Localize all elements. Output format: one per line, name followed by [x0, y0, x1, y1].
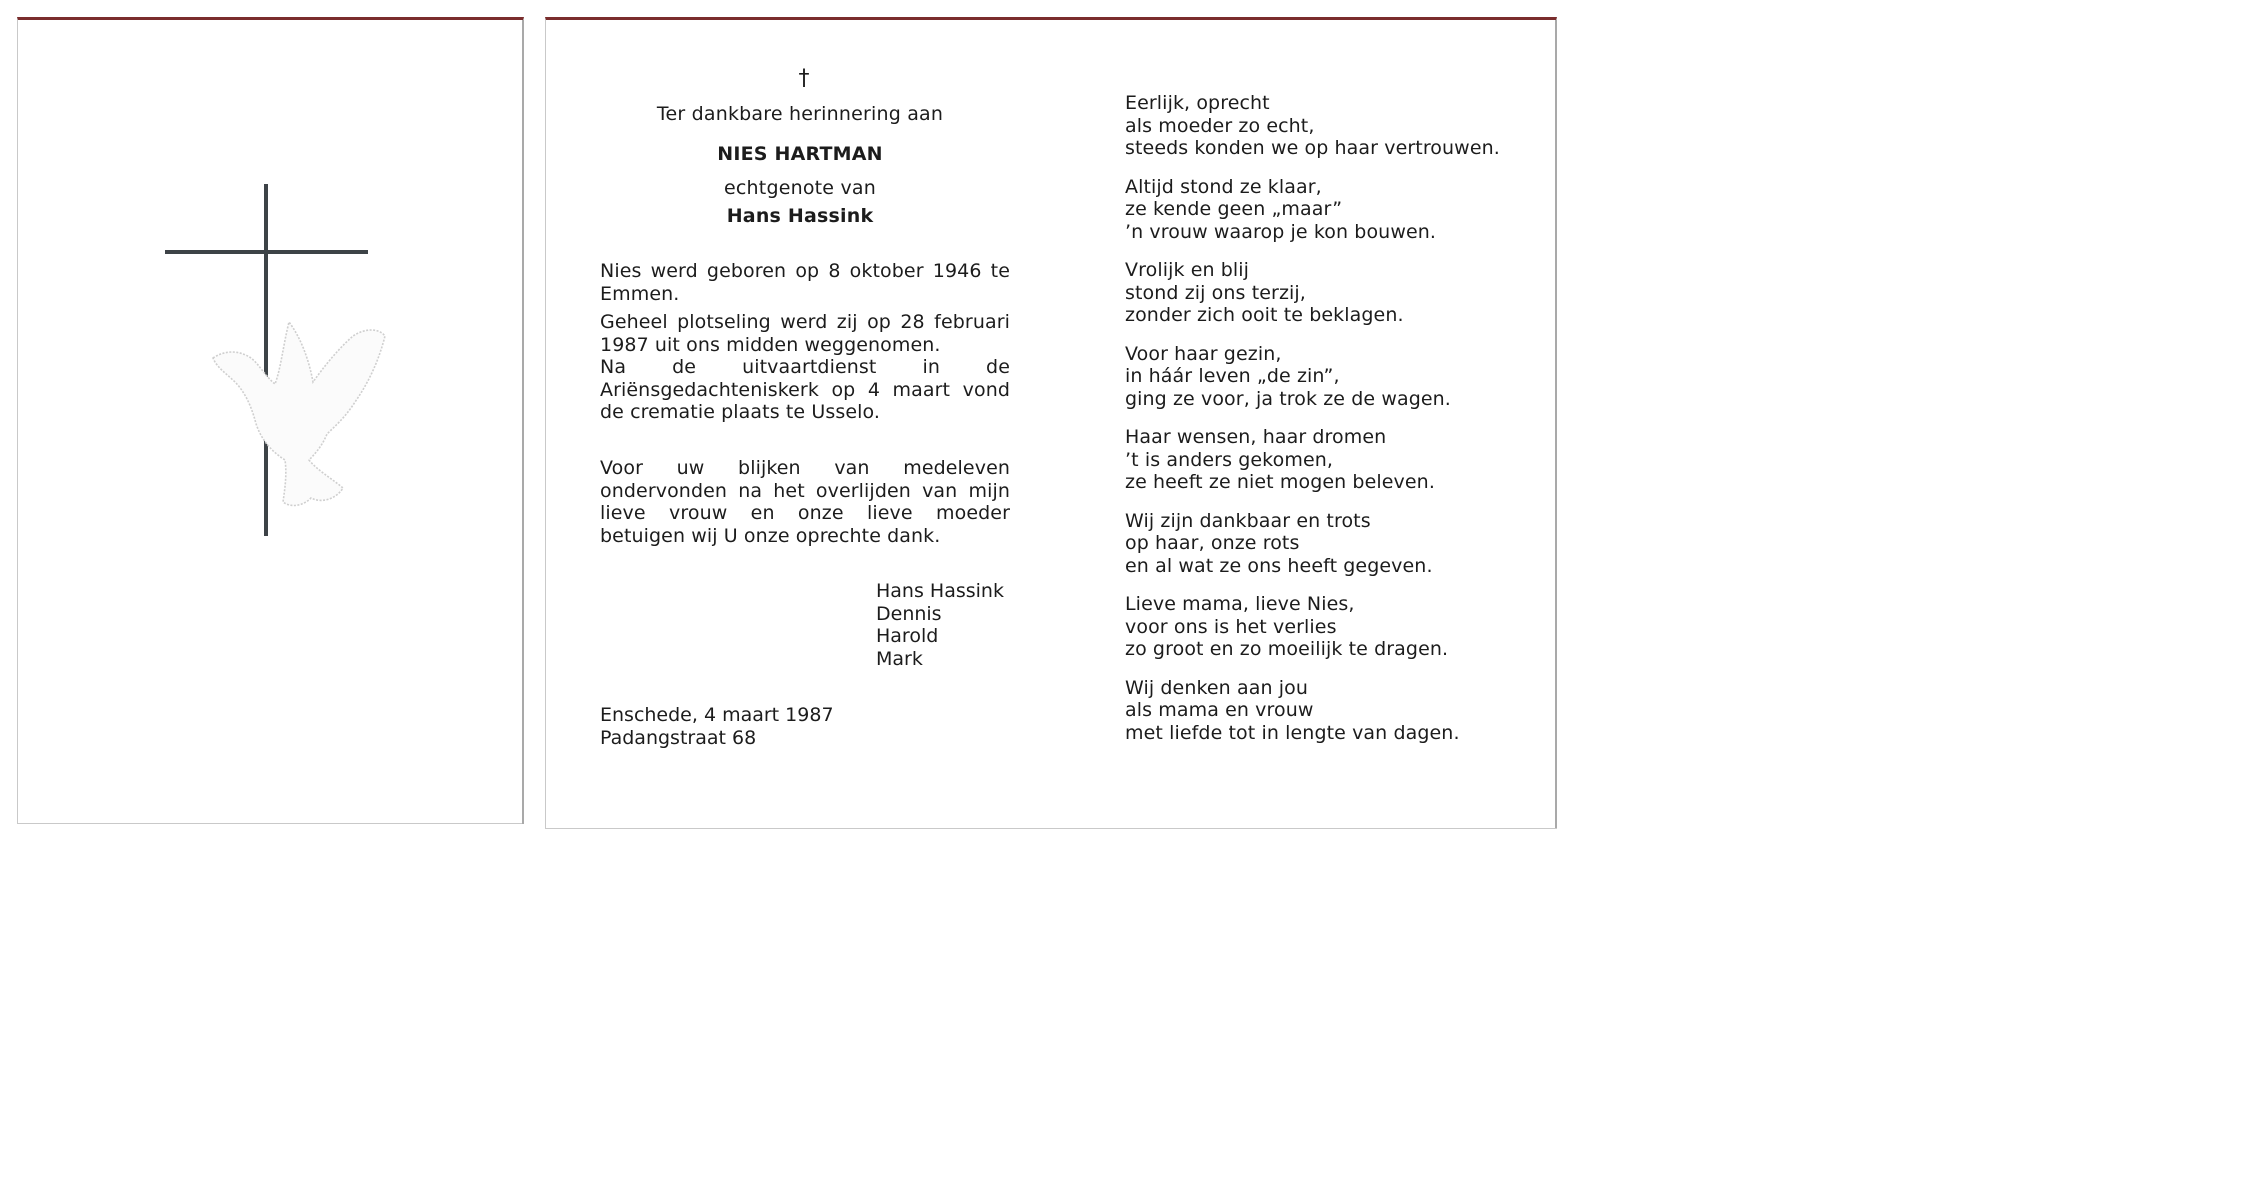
poem-line: Wij zijn dankbaar en trots: [1125, 509, 1371, 532]
poem-line: ze heeft ze niet mogen beleven.: [1125, 471, 1435, 493]
signatories: [876, 580, 1004, 670]
inside-edge-shadow: [1555, 20, 1557, 828]
poem-line: Wij denken aan jou: [1125, 676, 1308, 699]
birth-text: Nies werd geboren op 8 oktober 1946 te Emmen.: [600, 260, 1010, 305]
poem-stanza: [1125, 426, 1500, 494]
relation-line: echtgenote van: [724, 177, 876, 199]
poem-line: Vrolijk en blij: [1125, 259, 1250, 281]
poem-stanza: [1125, 92, 1500, 160]
poem-line: als moeder zo echt,: [1125, 114, 1315, 137]
poem-line: Voor haar gezin,: [1125, 342, 1282, 365]
poem-line: en al wat ze ons heeft gegeven.: [1125, 554, 1433, 577]
poem-stanza: [1125, 677, 1500, 745]
poem-line: op haar, onze rots: [1125, 532, 1300, 554]
thanks-paragraph: [600, 457, 1010, 547]
signatory: Mark: [876, 647, 923, 670]
dagger-icon: †: [798, 66, 810, 91]
poem-stanza: [1125, 343, 1500, 411]
poem-line: als mama en vrouw: [1125, 699, 1314, 721]
poem-line: Lieve mama, lieve Nies,: [1125, 593, 1355, 615]
poem-line: steeds konden we op haar vertrouwen.: [1125, 137, 1500, 159]
poem-stanza: [1125, 176, 1500, 244]
poem-line: ’t is anders gekomen,: [1125, 448, 1334, 471]
poem-line: met liefde tot in lengte van dagen.: [1125, 721, 1460, 744]
poem-line: Eerlijk, oprecht: [1125, 92, 1270, 114]
poem-stanza: [1125, 259, 1500, 327]
poem-line: voor ons is het verlies: [1125, 615, 1337, 638]
poem-line: stond zij ons terzij,: [1125, 281, 1306, 304]
poem-line: in háár leven „de zin”,: [1125, 365, 1340, 387]
poem-line: Altijd stond ze klaar,: [1125, 175, 1322, 198]
spouse-name: Hans Hassink: [726, 205, 874, 227]
intro-line: Ter dankbare herinnering aan: [656, 103, 944, 125]
funeral-text: Na de uitvaartdienst in de Ariënsgedachteniskerk op 4 maart vond de crematie plaats te Usselo.: [600, 356, 1010, 423]
poem: [1125, 92, 1500, 760]
signatory: Dennis: [876, 602, 942, 625]
cross-icon-horizontal-beam: [165, 250, 368, 254]
poem-line: zo groot en zo moeilijk te dragen.: [1125, 638, 1449, 660]
poem-line: ’n vrouw waarop je kon bouwen.: [1125, 220, 1437, 243]
poem-line: zonder zich ooit te beklagen.: [1125, 304, 1404, 326]
thanks-text: Voor uw blijken van medeleven ondervonden na het overlijden van mijn lieve vrouw en onze lieve moeder betuigen wij U onze oprechte dank.: [600, 457, 1010, 547]
poem-line: ging ze voor, ja trok ze de wagen.: [1125, 387, 1451, 410]
poem-line: Haar wensen, haar dromen: [1125, 426, 1387, 448]
poem-line: ze kende geen „maar”: [1125, 198, 1343, 220]
deceased-name: NIES HARTMAN: [717, 143, 883, 165]
poem-stanza: [1125, 593, 1500, 661]
place-date-block: [600, 704, 834, 749]
signatory: Harold: [876, 625, 939, 647]
poem-stanza: [1125, 510, 1500, 578]
cover-edge-shadow: [522, 20, 524, 824]
death-text: Geheel plotseling werd zij op 28 februari 1987 uit ons midden weggenomen.: [600, 311, 1010, 356]
signatory: Hans Hassink: [876, 580, 1004, 602]
birth-paragraph: [600, 260, 1010, 305]
address: Padangstraat 68: [600, 726, 757, 749]
dove-icon: [205, 310, 395, 520]
place-date: Enschede, 4 maart 1987: [600, 704, 834, 726]
death-paragraph: [600, 311, 1010, 424]
